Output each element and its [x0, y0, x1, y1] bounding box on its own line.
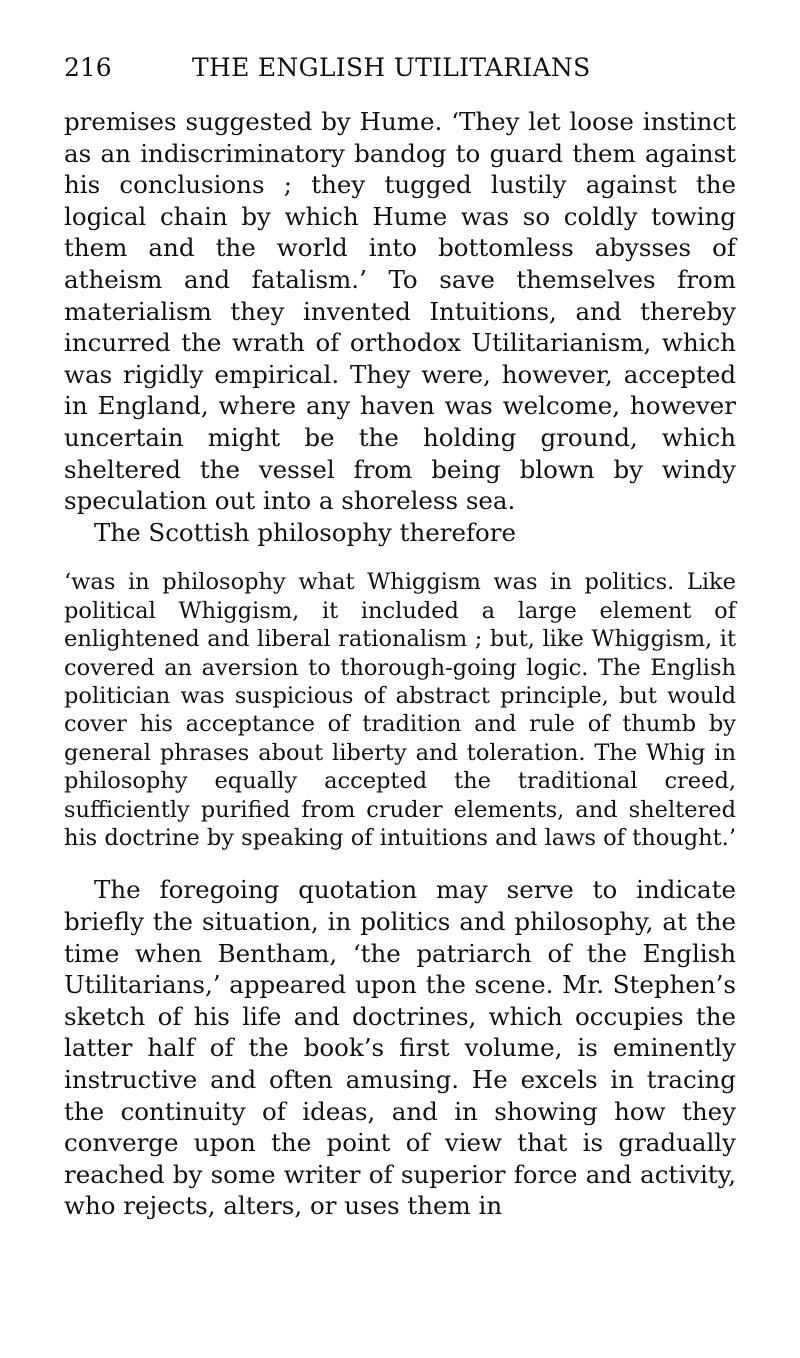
- page-number: 216: [64, 53, 112, 82]
- body-paragraph: premises suggested by Hume. ‘They let loose instinct as an indiscriminatory bandog to guard them against his conclusions ; they tugged lustily against the logical chain by which Hume was so coldly towing them and the world into bottomless abysses of atheism and fatalism.’ To save themselves from materialism they invented Intuitions, and thereby incurred the wrath of orthodox Utilitarianism, which was rigidly empirical. They were, however, accepted in England, where any haven was welcome, however uncertain might be the holding ground, which sheltered the vessel from being blown by windy speculation out into a shoreless sea.: [64, 107, 736, 516]
- body-paragraph: The Scottish philosophy therefore: [94, 517, 516, 547]
- body-paragraph: The foregoing quotation may serve to indicate briefly the situation, in politics and philosophy, at the time when Bentham, ‘the patriarch of the English Utilitarians,’ appeared upon the scene. Mr. Stephen’s sketch of his life and doctrines, which occupies the latter half of the book’s first volume, is eminently instructive and often amusing. He excels in tracing the continuity of ideas, and in showing how they converge upon the point of view that is gradually reached by some writer of superior force and activity, who rejects, alters, or uses them in: [64, 875, 736, 1221]
- running-title: THE ENGLISH UTILITARIANS: [192, 53, 591, 82]
- running-head: [64, 52, 736, 84]
- block-quotation: ‘was in philosophy what Whiggism was in politics. Like political Whiggism, it included a large element of enlightened and liberal rationalism ; but, like Whiggism, it covered an aversion to thorough-going logic. The English politician was suspicious of abstract principle, but would cover his acceptance of tradition and rule of thumb by general phrases about liberty and toleration. The Whig in philosophy equally accepted the traditional creed, sufficiently purified from cruder elements, and sheltered his doctrine by speaking of intuitions and laws of thought.’: [64, 569, 736, 851]
- book-page: [64, 52, 736, 1222]
